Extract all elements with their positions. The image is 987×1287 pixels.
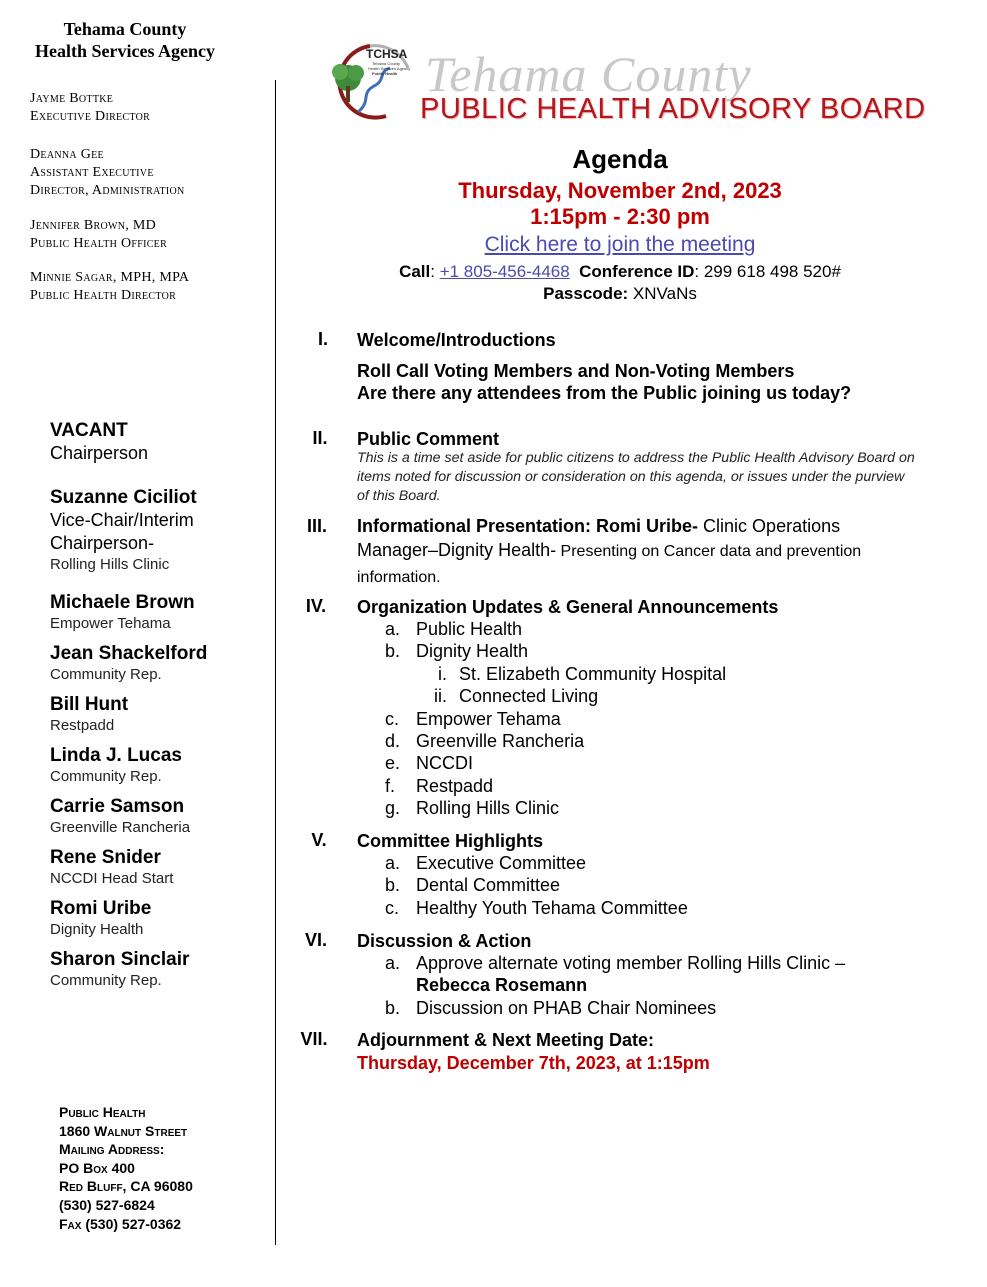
member-name: VACANT — [50, 420, 128, 441]
staff-title-2: Director, Administration — [30, 183, 185, 198]
list-item: c. Healthy Youth Tehama Committee — [385, 897, 688, 918]
member-affiliation: Community Rep. — [50, 768, 162, 785]
member-name: Bill Hunt — [50, 694, 129, 715]
list-item: c. Empower Tehama — [385, 708, 561, 729]
section-title: Adjournment & Next Meeting Date: — [357, 1030, 655, 1050]
conference-id: 299 618 498 520# — [703, 262, 841, 281]
org-line-2: Health Services Agency — [35, 41, 215, 61]
member-chairperson — [50, 420, 270, 465]
sub-list-item: i. St. Elizabeth Community Hospital — [438, 663, 727, 684]
presentation-topic: Presenting on Cancer data and prevention information. — [357, 543, 862, 586]
section-number: I. — [317, 329, 328, 349]
staff-health-director — [30, 269, 270, 305]
member-name: Romi Uribe — [50, 898, 152, 919]
vertical-divider — [275, 80, 276, 1245]
roll-call-line: Roll Call Voting Members and Non-Voting Members — [357, 361, 795, 381]
sub-list-item: ii. Connected Living — [434, 686, 599, 707]
list-item: b. Dignity Health — [385, 641, 529, 662]
join-meeting-link[interactable]: Click here to join the meeting — [484, 233, 756, 256]
address-line: Public Health — [59, 1104, 146, 1120]
tchsa-logo — [320, 40, 420, 122]
section-number: III. — [306, 516, 327, 536]
conference-id-label: Conference ID — [579, 262, 695, 281]
member-name: Sharon Sinclair — [50, 949, 190, 970]
discussion-list — [385, 952, 845, 1019]
member — [50, 796, 270, 838]
section-title: Discussion & Action — [357, 931, 532, 951]
member — [50, 643, 270, 685]
meeting-time: 1:15pm - 2:30 pm — [530, 204, 710, 229]
section-title: Organization Updates & General Announcements — [357, 597, 779, 617]
member-affiliation: Rolling Hills Clinic — [50, 556, 170, 573]
organization-list — [385, 618, 726, 820]
member-name: Carrie Samson — [50, 796, 185, 817]
passcode-value: XNVaNs — [632, 284, 697, 303]
call-label: Call — [399, 262, 431, 281]
staff-name: Deanna Gee — [30, 147, 104, 162]
list-item: b. Discussion on PHAB Chair Nominees — [385, 997, 717, 1018]
list-item: d. Greenville Rancheria — [385, 731, 585, 752]
list-item: a. Executive Committee — [385, 853, 587, 873]
section-number: VII. — [300, 1029, 328, 1049]
member-affiliation: NCCDI Head Start — [50, 870, 174, 887]
nominee-name: Rebecca Rosemann — [416, 975, 588, 996]
section-title: Welcome/Introductions — [357, 330, 556, 350]
member — [50, 949, 270, 991]
meeting-date: Thursday, November 2nd, 2023 — [458, 178, 782, 203]
passcode-label: Passcode: — [543, 284, 629, 303]
section-title: Committee Highlights — [357, 831, 544, 851]
member-role-2: Chairperson- — [50, 533, 155, 553]
section-number: II. — [312, 428, 328, 448]
address-line: 1860 Walnut Street — [59, 1122, 188, 1139]
section-number: IV. — [305, 596, 327, 616]
staff-title: Public Health Officer — [30, 236, 168, 251]
org-line-1: Tehama County — [63, 19, 187, 39]
list-item: g. Rolling Hills Clinic — [385, 798, 560, 819]
logo-subtext: Tehama County — [372, 61, 401, 66]
member — [50, 694, 270, 736]
presentation-title: Informational Presentation: Romi Uribe- — [357, 516, 699, 536]
staff-name: Jayme Bottke — [30, 91, 114, 106]
member-name: Suzanne Ciciliot — [50, 487, 197, 508]
member-affiliation: Restpadd — [50, 717, 115, 734]
member-vice-chair — [50, 487, 270, 575]
call-info: Call: +1 805-456-4468 Conference ID: 299 618 498 520# — [399, 262, 841, 281]
address-line: Fax (530) 527-0362 — [59, 1215, 182, 1232]
member-affiliation: Community Rep. — [50, 666, 162, 683]
county-script-title: Tehama County — [425, 46, 752, 102]
committee-list — [385, 852, 688, 919]
list-item: f. Restpadd — [385, 775, 494, 796]
member-name: Rene Snider — [50, 847, 161, 868]
member — [50, 592, 270, 634]
member-affiliation: Dignity Health — [50, 921, 144, 938]
logo-text: TCHSA — [366, 47, 408, 61]
member-affiliation: Community Rep. — [50, 972, 162, 989]
member-role: Vice-Chair/Interim — [50, 510, 194, 530]
member-name: Linda J. Lucas — [50, 745, 182, 766]
agenda-heading: Agenda — [572, 144, 668, 174]
section-title: Public Comment — [357, 429, 500, 449]
staff-assistant-director — [30, 146, 270, 200]
address-line: Mailing Address: — [59, 1141, 165, 1158]
member — [50, 745, 270, 787]
mailing-address — [59, 1103, 193, 1233]
organization-name — [20, 18, 230, 62]
address-line: (530) 527-6824 — [59, 1196, 155, 1213]
staff-name: Jennifer Brown, MD — [30, 218, 157, 233]
staff-executive-director — [30, 90, 270, 126]
list-item: b. Dental Committee — [385, 875, 561, 896]
public-attendees-line: Are there any attendees from the Public joining us today? — [357, 383, 852, 403]
passcode-info — [280, 284, 960, 304]
staff-title: Public Health Director — [30, 288, 177, 303]
staff-health-officer — [30, 217, 270, 253]
member-affiliation: Greenville Rancheria — [50, 819, 191, 836]
next-meeting-date: Thursday, December 7th, 2023, at 1:15pm — [357, 1053, 710, 1073]
phone-link[interactable]: +1 805-456-4468 — [439, 262, 570, 281]
public-comment-description: This is a time set aside for public citizens to address the Public Health Advisory Board on items noted for discussion or consideration on this agenda, or issues under the purview of this Board. — [357, 450, 915, 504]
address-line: PO Box 400 — [59, 1159, 135, 1176]
staff-name: Minnie Sagar, MPH, MPA — [30, 270, 190, 285]
list-item: e. NCCDI — [385, 753, 473, 774]
section-number: V. — [311, 830, 327, 850]
list-item: a. Public Health — [385, 619, 523, 639]
member-name: Jean Shackelford — [50, 643, 208, 664]
member — [50, 847, 270, 889]
member-name: Michaele Brown — [50, 592, 195, 613]
logo-subtext: Health Services Agency — [368, 66, 411, 71]
member-affiliation: Empower Tehama — [50, 615, 171, 632]
logo-subtext: Public Health — [372, 71, 398, 76]
member-role: Chairperson — [50, 443, 149, 463]
board-title: PUBLIC HEALTH ADVISORY BOARD — [420, 93, 926, 125]
staff-title: Assistant Executive — [30, 165, 154, 180]
address-line: Red Bluff, CA 96080 — [59, 1178, 193, 1195]
member — [50, 898, 270, 940]
presentation-presenter: Clinic Operations Manager–Dignity Health- — [357, 516, 841, 560]
presentation-description — [357, 514, 917, 590]
section-number: VI. — [304, 930, 327, 950]
staff-title: Executive Director — [30, 109, 151, 124]
list-item: a. Approve alternate voting member Rolling Hills Clinic – Rebecca Rosemann — [385, 953, 846, 996]
